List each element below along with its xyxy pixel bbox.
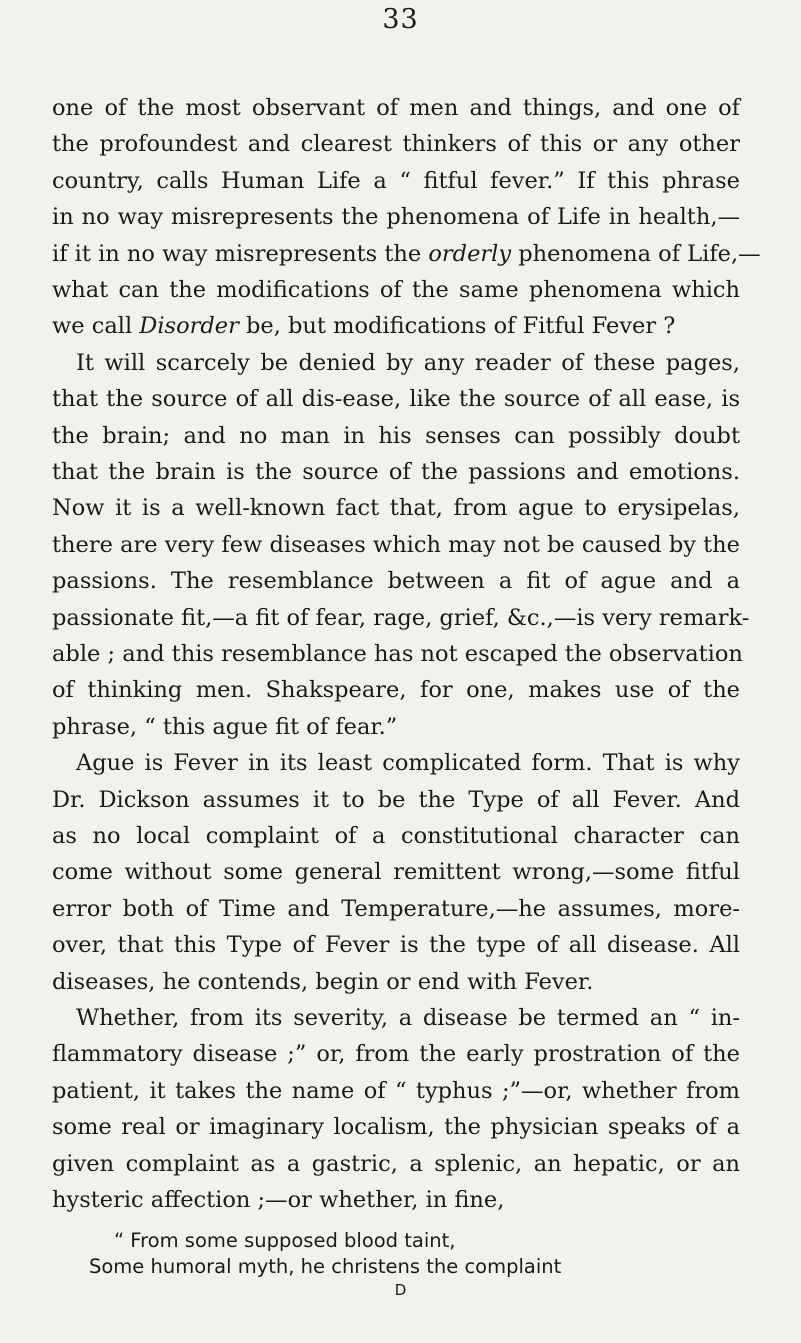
text-span: Ague is Fever in its least complicated form. That is why xyxy=(76,750,740,777)
text-span: patient, it takes the name of “ typhus ;”—or, whether from xyxy=(52,1077,740,1104)
text-span: error both of Time and Temperature,—he assumes, more- xyxy=(52,895,740,922)
text-line xyxy=(52,1075,740,1107)
verse-quote-line-1: “ From some supposed blood taint, xyxy=(114,1229,456,1252)
text-line xyxy=(52,929,740,961)
text-line xyxy=(52,238,761,270)
text-line xyxy=(52,165,740,197)
text-span: given complaint as a gastric, a splenic, an hepatic, or an xyxy=(52,1150,740,1177)
text-line xyxy=(52,383,740,415)
text-span: Now it is a well-known fact that, from ague to erysipelas, xyxy=(52,495,740,522)
text-span: be, but modifications of Fitful Fever ? xyxy=(238,313,676,340)
text-span: passionate fit,—a fit of fear, rage, grief, &c.,—is very remark- xyxy=(52,604,750,631)
text-line xyxy=(52,784,740,816)
text-line xyxy=(52,856,740,888)
text-span: phenomena of Life,— xyxy=(511,240,761,267)
text-span: passions. The resemblance between a fit of ague and a xyxy=(52,568,740,595)
text-span: there are very few diseases which may not be caused by the xyxy=(52,531,740,558)
text-line xyxy=(52,602,750,634)
text-span: in no way misrepresents the phenomena of Life in health,— xyxy=(52,204,740,231)
text-line xyxy=(52,92,740,124)
text-span: Dr. Dickson assumes it to be the Type of all Fever. And xyxy=(52,786,740,813)
verse-quote-line-2: Some humoral myth, he christens the complaint xyxy=(89,1255,562,1278)
text-line xyxy=(52,893,740,925)
text-line xyxy=(52,1184,740,1216)
text-line xyxy=(52,201,740,233)
italic-text: orderly xyxy=(428,240,512,267)
text-line xyxy=(52,674,740,706)
text-span: diseases, he contends, begin or end with Fever. xyxy=(52,968,594,995)
text-span: what can the modifications of the same phenomena which xyxy=(52,277,740,303)
text-span: over, that this Type of Fever is the type of all disease. All xyxy=(52,932,740,959)
text-line xyxy=(52,1038,740,1070)
text-span: phrase, “ this ague fit of fear.” xyxy=(52,713,398,740)
page-number: 33 xyxy=(382,4,419,35)
text-line xyxy=(76,747,740,779)
text-line xyxy=(52,638,743,670)
text-line xyxy=(52,310,740,342)
text-span: country, calls Human Life a “ fitful fever.” If this phrase xyxy=(52,167,740,194)
text-line xyxy=(52,456,740,488)
text-span: of thinking men. Shakspeare, for one, makes use of the xyxy=(52,677,740,704)
text-span: come without some general remittent wrong,—some fitful xyxy=(52,859,740,886)
text-line xyxy=(52,966,740,998)
text-span: able ; and this resemblance has not escaped the observation xyxy=(52,641,743,667)
text-line xyxy=(52,711,740,743)
text-span: that the brain is the source of the passions and emotions. xyxy=(52,459,740,485)
text-span: some real or imaginary localism, the physician speaks of a xyxy=(52,1114,740,1141)
text-span: hysteric affection ;—or whether, in fine, xyxy=(52,1187,505,1213)
text-span: that the source of all dis-ease, like the source of all ease, is xyxy=(52,386,740,413)
text-line xyxy=(52,128,740,160)
text-span: one of the most observant of men and things, and one of xyxy=(52,95,740,121)
text-span: flammatory disease ;” or, from the early prostration of the xyxy=(52,1041,740,1068)
text-line xyxy=(52,565,740,597)
text-line xyxy=(52,420,740,452)
text-line xyxy=(52,1148,740,1180)
text-line xyxy=(52,529,740,561)
text-span: as no local complaint of a constitutional character can xyxy=(52,823,740,849)
signature-mark: D xyxy=(394,1281,407,1299)
text-span: if it in no way misrepresents the xyxy=(52,240,429,267)
italic-text: Disorder xyxy=(139,313,239,340)
text-span: the profoundest and clearest thinkers of this or any other xyxy=(52,131,740,158)
text-line xyxy=(76,347,740,379)
text-line xyxy=(52,1111,740,1143)
text-span: we call xyxy=(52,313,140,340)
text-line xyxy=(76,1002,740,1034)
text-line xyxy=(52,492,740,524)
text-span: It will scarcely be denied by any reader of these pages, xyxy=(76,349,740,376)
text-line xyxy=(52,820,740,852)
text-line xyxy=(52,274,740,306)
text-span: Whether, from its severity, a disease be termed an “ in- xyxy=(76,1005,740,1031)
text-span: the brain; and no man in his senses can possibly doubt xyxy=(52,422,740,449)
